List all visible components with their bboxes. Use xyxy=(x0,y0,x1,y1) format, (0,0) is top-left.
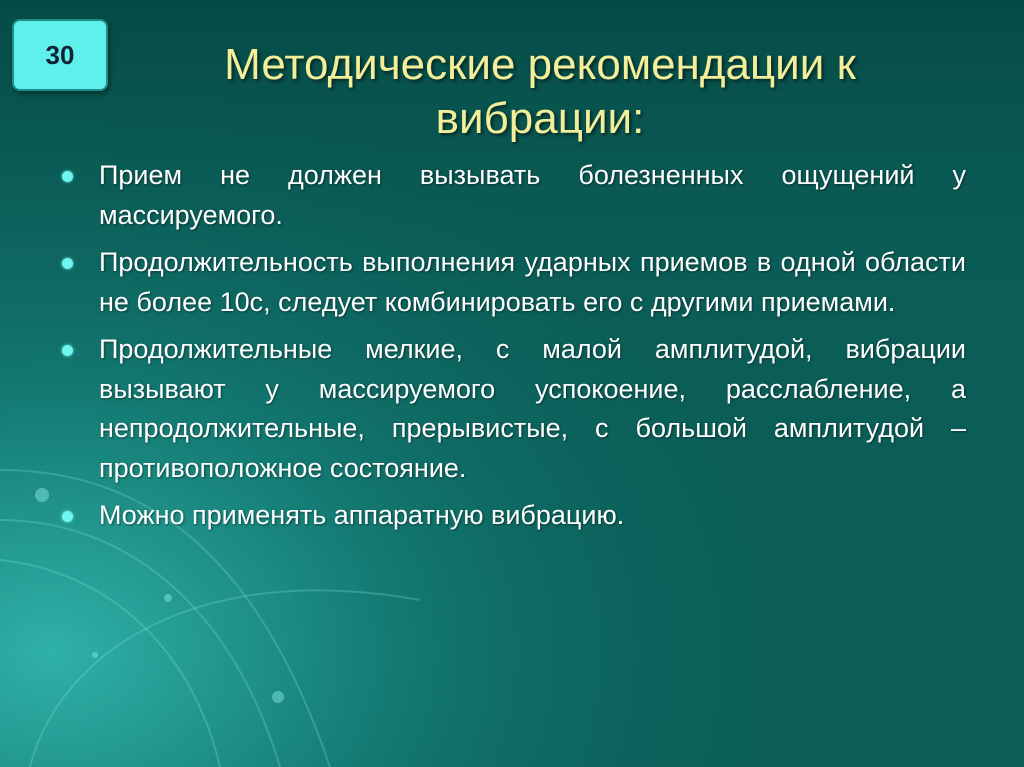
slide-title-line-2: вибрации: xyxy=(435,94,645,143)
list-item xyxy=(62,496,966,536)
list-item-text: Продолжительность выполнения ударных приемов в одной области не более 10с, следует комбинировать его с другими приемами. xyxy=(99,247,966,317)
slide-title-line-1: Методические рекомендации к xyxy=(224,40,856,89)
bullet-dot-icon xyxy=(62,171,73,182)
list-item xyxy=(62,156,966,235)
list-item xyxy=(62,243,966,322)
list-item-text: Прием не должен вызывать болезненных ощущений у массируемого. xyxy=(99,160,966,230)
bullet-dot-icon xyxy=(62,345,73,356)
bullet-dot-icon xyxy=(62,258,73,269)
bullet-dot-icon xyxy=(62,511,73,522)
list-item-text: Продолжительные мелкие, с малой амплитудой, вибрации вызывают у массируемого успокоение, расслабление, а непродолжительные, прерывистые, с большой амплитудой – противоположное состояние. xyxy=(99,334,966,483)
bullet-list xyxy=(62,156,966,544)
slide-title xyxy=(110,38,970,146)
slide-number-badge: 30 xyxy=(12,19,108,91)
list-item-text: Можно применять аппаратную вибрацию. xyxy=(99,500,625,530)
list-item xyxy=(62,330,966,488)
